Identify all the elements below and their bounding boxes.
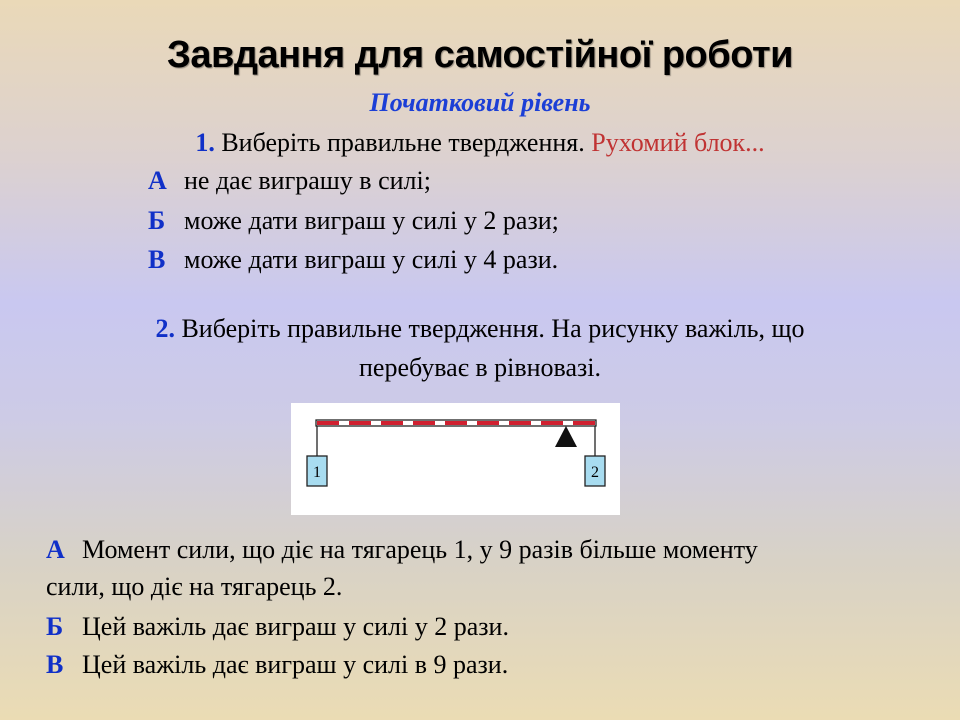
option-letter: Б [46, 612, 64, 641]
task2-option-a [46, 535, 758, 565]
weight-2-label: 2 [591, 464, 599, 481]
option-text: може дати виграш у силі у 2 рази; [184, 206, 559, 235]
option-text: Цей важіль дає виграш у силі у 2 рази. [82, 612, 509, 641]
slide-title: Завдання для самостійної роботи [167, 34, 793, 76]
task2-option-c [46, 650, 508, 680]
task1-option-b [148, 206, 559, 236]
lever-stripes [317, 421, 595, 425]
option-text: не дає виграшу в силі; [184, 166, 431, 195]
option-letter: В [46, 650, 64, 679]
option-letter: В [148, 245, 166, 274]
task2-option-a-continued: сили, що діє на тягарець 2. [46, 572, 343, 601]
slide-subtitle: Початковий рівень [369, 88, 591, 117]
option-text: може дати виграш у силі у 4 рази. [184, 245, 559, 274]
option-letter: А [46, 535, 65, 564]
lever-diagram [291, 403, 620, 515]
option-letter: Б [148, 206, 166, 235]
task2-prompt-line1 [0, 314, 960, 344]
task1-prompt-text: Виберіть правильне твердження. [221, 128, 585, 157]
task1-prompt [0, 128, 960, 158]
task1-option-c [148, 245, 558, 275]
task2-prompt-text: Виберіть правильне твердження. На рисунку важіль, що [181, 314, 805, 343]
task1-number: 1. [195, 128, 215, 157]
option-text: Цей важіль дає виграш у силі в 9 рази. [82, 650, 509, 679]
task2-prompt-line2: перебуває в рівновазі. [358, 353, 602, 382]
weight-1-label: 1 [313, 464, 321, 481]
fulcrum-icon [555, 426, 577, 447]
task2-option-b [46, 612, 509, 642]
lever-figure [291, 403, 620, 515]
task2-number: 2. [155, 314, 175, 343]
task1-option-a [148, 166, 431, 196]
task1-emphasis: Рухомий блок... [591, 128, 765, 157]
option-letter: А [148, 166, 167, 195]
option-text: Момент сили, що діє на тягарець 1, у 9 разів більше моменту [82, 535, 758, 564]
